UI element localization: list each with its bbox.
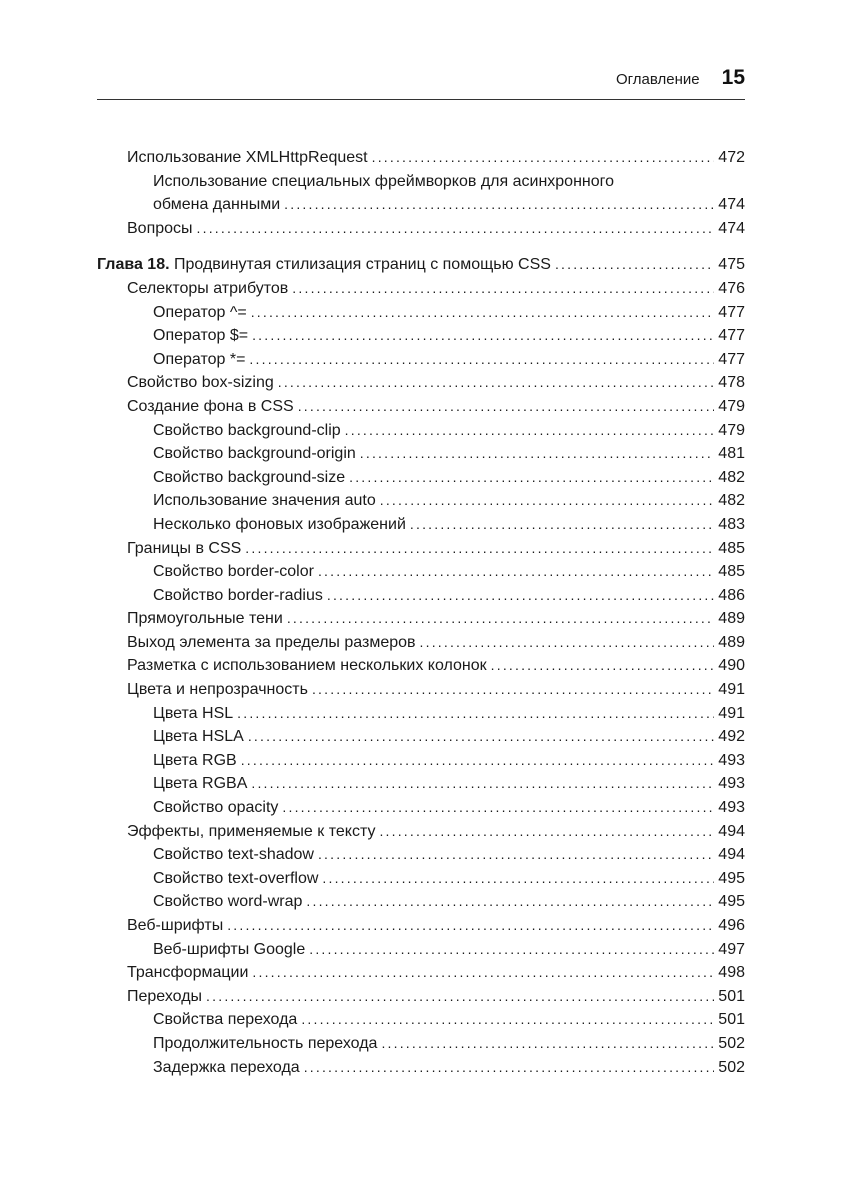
toc-entry	[97, 193, 745, 217]
leader-dots	[251, 772, 714, 796]
toc-entry-page: 493	[718, 775, 745, 793]
toc-entry-title: Эффекты, применяемые к тексту	[127, 822, 376, 840]
toc-entry-title: Цвета и непрозрачность	[127, 681, 308, 699]
leader-dots	[252, 961, 714, 985]
toc-entry-page: 489	[718, 633, 745, 651]
toc-entry-title: Использование XMLHttpRequest	[127, 149, 368, 166]
toc-entry	[97, 442, 745, 466]
toc-entry-page: 482	[718, 468, 745, 486]
toc-entry-page: 485	[718, 539, 745, 557]
toc-entry-title: Веб-шрифты Google	[153, 940, 306, 958]
toc-entry-page: 474	[718, 196, 745, 214]
toc-entry-page: 494	[718, 846, 745, 864]
toc-entry	[97, 914, 745, 938]
running-header	[97, 66, 745, 99]
leader-dots	[245, 537, 714, 561]
toc-entry-page: 501	[718, 1011, 745, 1029]
toc-entry	[97, 395, 745, 419]
toc-entry-page: 479	[718, 421, 745, 439]
toc-entry	[97, 678, 745, 702]
leader-dots	[282, 796, 714, 820]
toc-entry-title: Продолжительность перехода	[153, 1034, 378, 1052]
toc-entry-chapter-prefix: Глава 18.	[97, 256, 170, 274]
toc-entry-page: 482	[718, 492, 745, 510]
toc-entry	[97, 419, 745, 443]
toc-entry	[97, 772, 745, 796]
toc-entry-title: Цвета HSLA	[153, 728, 244, 746]
toc-entry	[97, 725, 745, 749]
toc-entry	[97, 217, 745, 241]
leader-dots	[349, 466, 714, 490]
header-rule	[97, 99, 745, 100]
leader-dots	[360, 442, 714, 466]
toc-entry-page: 495	[718, 869, 745, 887]
leader-dots	[298, 395, 714, 419]
toc-entry-page: 475	[718, 256, 745, 274]
toc-entry	[97, 537, 745, 561]
leader-dots	[318, 560, 714, 584]
toc-entry-title: Свойство box-sizing	[127, 374, 274, 392]
toc-entry-title: Свойство word-wrap	[153, 893, 303, 911]
toc-entry-page: 477	[718, 303, 745, 321]
toc-entry-page: 497	[718, 940, 745, 958]
toc-entry-title: Разметка с использованием нескольких колонок	[127, 657, 487, 675]
leader-dots	[306, 890, 714, 914]
toc-entry-title: Оператор ^=	[153, 303, 247, 321]
leader-dots	[252, 324, 714, 348]
toc-entry	[97, 301, 745, 325]
leader-dots	[322, 867, 714, 891]
toc-list	[97, 146, 745, 1079]
toc-entry-page: 477	[718, 350, 745, 368]
leader-dots	[312, 678, 714, 702]
toc-entry-page: 483	[718, 515, 745, 533]
toc-entry-page: 502	[718, 1058, 745, 1076]
toc-entry-title: Вопросы	[127, 219, 193, 237]
toc-entry	[97, 1056, 745, 1080]
toc-entry-title: Свойство text-overflow	[153, 869, 319, 887]
toc-entry-page: 491	[718, 681, 745, 699]
toc-entry-page: 498	[718, 964, 745, 982]
toc-entry	[97, 348, 745, 372]
toc-entry	[97, 324, 745, 348]
toc-entry	[97, 654, 745, 678]
toc-entry-title: Использование специальных фреймворков для асинхронного	[153, 172, 615, 190]
leader-dots	[304, 1056, 714, 1080]
toc-entry-page: 491	[718, 704, 745, 722]
toc-entry	[97, 584, 745, 608]
leader-dots	[491, 654, 714, 678]
toc-entry-title: Переходы	[127, 987, 203, 1005]
toc-entry-page: 477	[718, 327, 745, 345]
toc-entry-page: 496	[718, 917, 745, 934]
leader-dots	[309, 938, 714, 962]
toc-entry-title: Оператор $=	[153, 327, 249, 345]
toc-entry	[97, 867, 745, 891]
toc-entry	[97, 513, 745, 537]
toc-entry	[97, 820, 745, 844]
toc-entry-page: 485	[718, 563, 745, 581]
toc-entry	[97, 489, 745, 513]
toc-entry	[97, 371, 745, 395]
toc-entry-page: 492	[718, 728, 745, 746]
toc-entry-title: Свойство text-shadow	[153, 846, 314, 864]
toc-entry-title: Оператор *=	[153, 350, 246, 368]
toc-entry-page: 490	[718, 657, 745, 675]
toc-entry-title: Селекторы атрибутов	[127, 279, 289, 297]
toc-entry-page: 502	[718, 1034, 745, 1052]
toc-entry-title: Использование значения auto	[153, 492, 376, 510]
toc-entry-page: 486	[718, 586, 745, 604]
leader-dots	[420, 631, 714, 655]
leader-dots	[248, 725, 714, 749]
toc-entry-page: 476	[718, 279, 745, 297]
toc-entry-title: Прямоугольные тени	[127, 610, 283, 628]
toc-entry-title: Веб-шрифты	[127, 917, 224, 934]
leader-dots	[380, 489, 714, 513]
toc-entry-title: Свойство opacity	[153, 799, 279, 817]
toc-entry	[97, 796, 745, 820]
leader-dots	[555, 253, 714, 277]
toc-entry-page: 493	[718, 799, 745, 817]
toc-entry-title: Свойство border-radius	[153, 586, 323, 604]
toc-entry-title: Свойство background-size	[153, 468, 346, 486]
toc-entry	[97, 277, 745, 301]
toc-entry	[97, 961, 745, 985]
toc-entry-title: Трансформации	[127, 964, 249, 982]
toc-entry-title: Цвета RGB	[153, 751, 237, 769]
toc-entry-title: обмена данными	[153, 196, 281, 214]
leader-dots	[301, 1008, 714, 1032]
toc-entry	[97, 170, 745, 194]
toc-entry	[97, 938, 745, 962]
toc-entry-title: Цвета HSL	[153, 704, 234, 722]
leader-dots	[327, 584, 714, 608]
leader-dots	[227, 914, 714, 938]
toc-entry-page: 478	[718, 374, 745, 392]
toc-entry-page: 494	[718, 822, 745, 840]
toc-entry	[97, 749, 745, 773]
leader-dots	[251, 301, 714, 325]
leader-dots	[206, 985, 714, 1009]
toc-entry-title: Свойство background-clip	[153, 421, 341, 439]
toc-entry-title: Глава 18. Продвинутая стилизация страниц с помощью CSS	[97, 256, 551, 274]
leader-dots	[287, 607, 714, 631]
toc-entry-page: 474	[718, 219, 745, 237]
running-header-page-number: 15	[721, 66, 745, 89]
toc-entry-title: Задержка перехода	[153, 1058, 300, 1076]
leader-dots	[318, 843, 714, 867]
leader-dots	[379, 820, 714, 844]
toc-entry-title: Свойство border-color	[153, 563, 314, 581]
leader-dots	[197, 217, 714, 241]
toc-entry	[97, 607, 745, 631]
toc-entry-title: Выход элемента за пределы размеров	[127, 633, 416, 651]
toc-entry	[97, 253, 745, 277]
leader-dots	[345, 419, 714, 443]
toc-entry	[97, 466, 745, 490]
leader-dots	[410, 513, 714, 537]
toc-entry	[97, 702, 745, 726]
toc-entry-title: Цвета RGBA	[153, 775, 248, 793]
toc-entry	[97, 1008, 745, 1032]
toc-entry-page: 501	[718, 987, 745, 1005]
toc-entry-title: Свойство background-origin	[153, 445, 356, 463]
toc-entry	[97, 843, 745, 867]
leader-dots	[278, 371, 714, 395]
toc-entry-page: 479	[718, 397, 745, 415]
leader-dots	[381, 1032, 714, 1056]
toc-entry-page: 489	[718, 610, 745, 628]
toc-entry-page: 493	[718, 751, 745, 769]
toc-entry-title: Свойства перехода	[153, 1011, 298, 1029]
leader-dots	[249, 348, 714, 372]
toc-entry-page: 495	[718, 893, 745, 911]
toc-entry	[97, 560, 745, 584]
leader-dots	[284, 193, 714, 217]
leader-dots	[372, 146, 714, 170]
leader-dots	[241, 749, 714, 773]
toc-entry-title: Создание фона в CSS	[127, 397, 294, 415]
running-header-title: Оглавление	[616, 71, 700, 88]
toc-entry-title: Границы в CSS	[127, 539, 242, 557]
toc-entry	[97, 1032, 745, 1056]
toc-entry-page: 472	[718, 149, 745, 166]
toc-entry	[97, 146, 745, 170]
toc-entry	[97, 631, 745, 655]
toc-entry-title: Несколько фоновых изображений	[153, 515, 406, 533]
toc-entry	[97, 985, 745, 1009]
toc-entry-page: 481	[718, 445, 745, 463]
toc-entry	[97, 890, 745, 914]
leader-dots	[292, 277, 714, 301]
leader-dots	[237, 702, 714, 726]
